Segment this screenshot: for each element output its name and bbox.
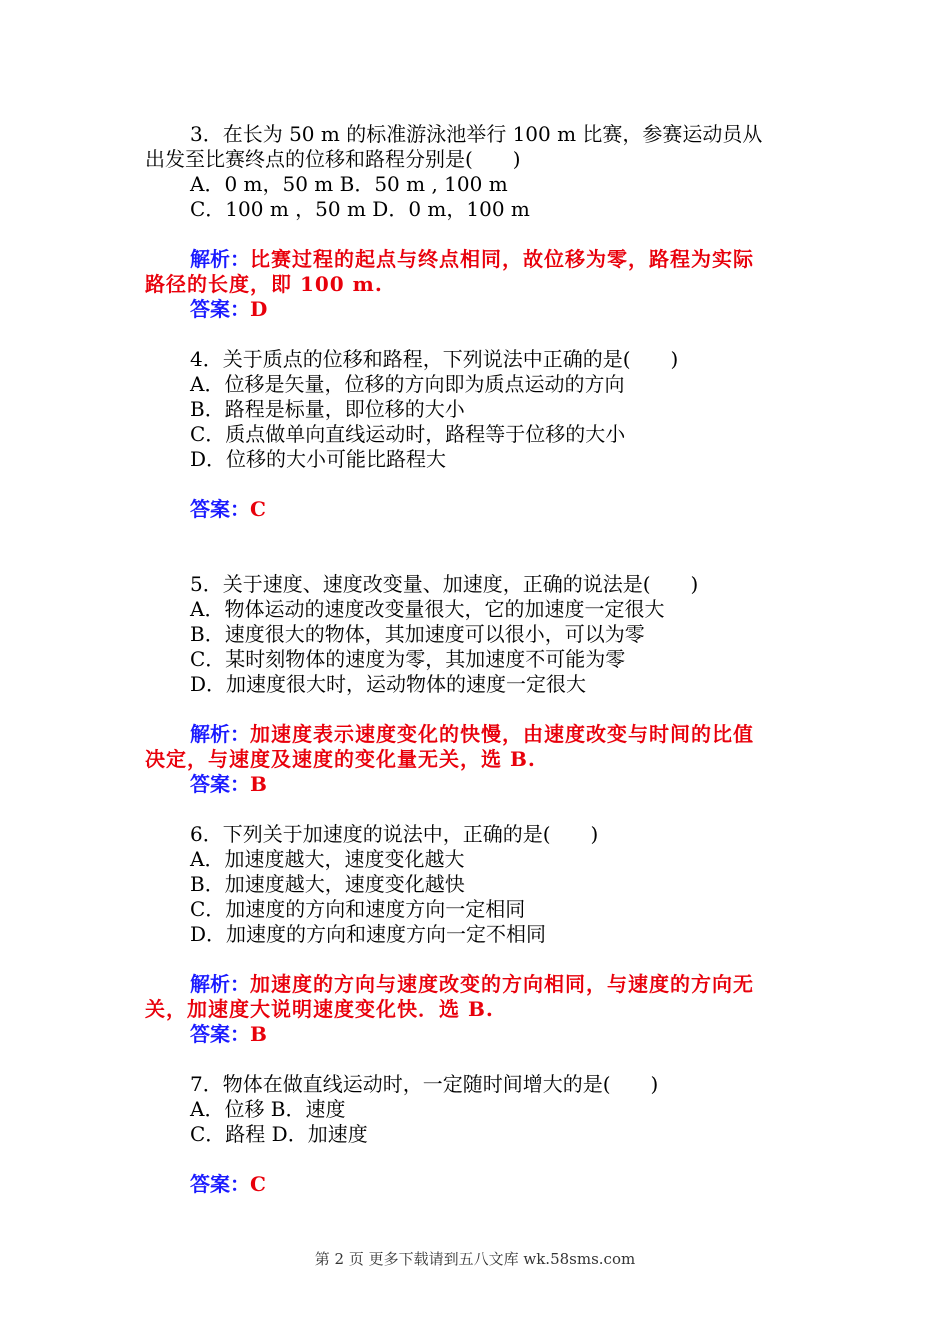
answer-label: 答案： [190, 497, 250, 521]
option-line: A．加速度越大，速度变化越大 [190, 847, 465, 871]
answer [145, 772, 810, 797]
answer [145, 1022, 810, 1047]
answer-label: 答案： [190, 1172, 250, 1196]
option-line: C．路程 D．加速度 [190, 1122, 368, 1146]
answer [145, 497, 810, 522]
page-footer: 第 2 页 更多下载请到五八文库 wk.58sms.com [314, 1250, 636, 1268]
answer-label: 答案： [190, 1022, 250, 1046]
answer-value: B [250, 772, 267, 796]
analysis-text-continued: 路径的长度，即 100 m. [145, 272, 383, 296]
question-stem: 3．在长为 50 m 的标准游泳池举行 100 m 比赛，参赛运动员从 [190, 122, 763, 146]
analysis-label: 解析： [190, 247, 250, 271]
option-line: B．路程是标量，即位移的大小 [190, 397, 465, 421]
analysis [145, 722, 810, 772]
analysis-label: 解析： [190, 722, 250, 746]
question-stem: 6．下列关于加速度的说法中，正确的是( ) [190, 822, 599, 846]
option-line: C．加速度的方向和速度方向一定相同 [190, 897, 526, 921]
option-line: D．位移的大小可能比路程大 [190, 447, 447, 471]
option-line: A．位移 B．速度 [190, 1097, 346, 1121]
analysis-text-continued: 关，加速度大说明速度变化快．选 B. [145, 997, 494, 1021]
answer-value: C [250, 497, 266, 521]
option-line: A．位移是矢量，位移的方向即为质点运动的方向 [190, 372, 625, 396]
answer-value: C [250, 1172, 266, 1196]
option-line: D．加速度很大时，运动物体的速度一定很大 [190, 672, 587, 696]
answer-label: 答案： [190, 297, 250, 321]
answer-value: B [250, 1022, 267, 1046]
analysis-label: 解析： [190, 972, 250, 996]
question-stem: 4．关于质点的位移和路程，下列说法中正确的是( ) [190, 347, 679, 371]
document-body [145, 122, 810, 1197]
question-6 [145, 822, 810, 1047]
question-7 [145, 1072, 810, 1197]
analysis-text: 比赛过程的起点与终点相同，故位移为零，路程为实际 [250, 247, 754, 271]
option-line: B．速度很大的物体，其加速度可以很小，可以为零 [190, 622, 645, 646]
question-stem: 7．物体在做直线运动时，一定随时间增大的是( ) [190, 1072, 659, 1096]
question-stem-continued: 出发至比赛终点的位移和路程分别是( ) [145, 147, 521, 171]
analysis [145, 247, 810, 297]
answer [145, 1172, 810, 1197]
option-line: D．加速度的方向和速度方向一定不相同 [190, 922, 547, 946]
option-line: A．0 m，50 m B．50 m , 100 m [190, 172, 508, 196]
option-line: C．质点做单向直线运动时，路程等于位移的大小 [190, 422, 626, 446]
answer [145, 297, 810, 322]
analysis-text: 加速度表示速度变化的快慢，由速度改变与时间的比值 [250, 722, 754, 746]
option-line: C．某时刻物体的速度为零，其加速度不可能为零 [190, 647, 626, 671]
question-3 [145, 122, 810, 322]
question-4 [145, 347, 810, 522]
analysis [145, 972, 810, 1022]
question-stem: 5．关于速度、速度改变量、加速度，正确的说法是( ) [190, 572, 699, 596]
option-line: A．物体运动的速度改变量很大，它的加速度一定很大 [190, 597, 665, 621]
analysis-text: 加速度的方向与速度改变的方向相同，与速度的方向无 [250, 972, 754, 996]
question-5 [145, 572, 810, 797]
option-line: C．100 m ，50 m D．0 m，100 m [190, 197, 530, 221]
answer-value: D [250, 297, 268, 321]
option-line: B．加速度越大，速度变化越快 [190, 872, 465, 896]
analysis-text-continued: 决定，与速度及速度的变化量无关，选 B. [145, 747, 536, 771]
answer-label: 答案： [190, 772, 250, 796]
